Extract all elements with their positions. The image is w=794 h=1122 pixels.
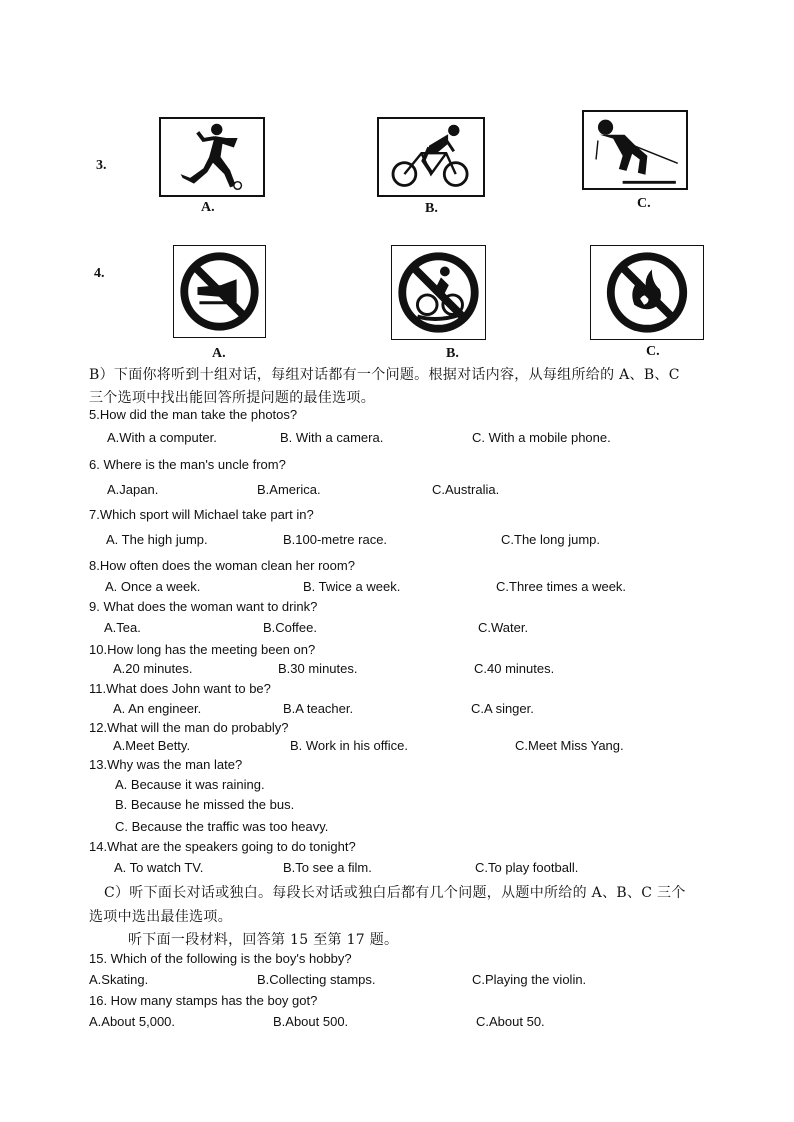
question-12: 12.What will the man do probably?: [89, 720, 289, 735]
material-note: 听下面一段材料，回答第 15 至第 17 题。: [128, 932, 399, 948]
q16-option-a: A.About 5,000.: [89, 1014, 176, 1029]
question-5: 5.How did the man take the photos?: [89, 407, 298, 422]
q11-option-a: A. An engineer.: [113, 701, 202, 716]
question-13: 13.Why was the man late?: [89, 757, 243, 772]
question-3-number: 3.: [96, 158, 107, 173]
question-16: 16. How many stamps has the boy got?: [89, 993, 318, 1008]
q7-option-a: A. The high jump.: [106, 532, 208, 547]
skier-icon: [582, 110, 688, 190]
no-fire-icon: [590, 245, 704, 340]
question-10: 10.How long has the meeting been on?: [89, 642, 316, 657]
q10-option-c: C.40 minutes.: [474, 661, 555, 676]
q6-option-b: B.America.: [257, 482, 321, 497]
q10-option-b: B.30 minutes.: [278, 661, 358, 676]
q15-option-c: C.Playing the violin.: [472, 972, 587, 987]
q7-option-b: B.100-metre race.: [283, 532, 388, 547]
q13-option-b: B. Because he missed the bus.: [115, 797, 295, 812]
question-4-number: 4.: [94, 266, 105, 281]
q6-option-c: C.Australia.: [432, 482, 500, 497]
q4-option-c-label: C.: [646, 344, 660, 359]
section-b-instructions-line1: B）下面你将听到十组对话，每组对话都有一个问题。根据对话内容，从每组所给的 A、B、C: [89, 367, 680, 383]
q14-option-a: A. To watch TV.: [114, 860, 204, 875]
question-11: 11.What does John want to be?: [89, 681, 271, 696]
q9-option-b: B.Coffee.: [263, 620, 317, 635]
section-c-instructions-line1: C）听下面长对话或独白。每段长对话或独白后都有几个问题，从题中所给的 A、B、C 三个: [104, 885, 686, 901]
q11-option-c: C.A singer.: [471, 701, 534, 716]
runner-icon: [159, 117, 265, 197]
question-6: 6. Where is the man's uncle from?: [89, 457, 286, 472]
q12-option-a: A.Meet Betty.: [113, 738, 191, 753]
q16-option-b: B.About 500.: [273, 1014, 349, 1029]
question-7: 7.Which sport will Michael take part in?: [89, 507, 314, 522]
q3-option-a-label: A.: [201, 200, 215, 215]
q14-option-b: B.To see a film.: [283, 860, 372, 875]
no-cycling-icon: [391, 245, 486, 340]
q7-option-c: C.The long jump.: [501, 532, 600, 547]
q10-option-a: A.20 minutes.: [113, 661, 193, 676]
section-b-instructions-line2: 三个选项中找出能回答所提问题的最佳选项。: [89, 390, 375, 406]
q14-option-c: C.To play football.: [475, 860, 579, 875]
q8-option-b: B. Twice a week.: [303, 579, 401, 594]
q3-option-c-label: C.: [637, 196, 651, 211]
q11-option-b: B.A teacher.: [283, 701, 354, 716]
q16-option-c: C.About 50.: [476, 1014, 545, 1029]
q13-option-a: A. Because it was raining.: [115, 777, 265, 792]
q12-option-c: C.Meet Miss Yang.: [515, 738, 624, 753]
q4-option-b-label: B.: [446, 346, 459, 361]
q13-option-c: C. Because the traffic was too heavy.: [115, 819, 329, 834]
q5-option-b: B. With a camera.: [280, 430, 384, 445]
q8-option-c: C.Three times a week.: [496, 579, 627, 594]
q9-option-a: A.Tea.: [104, 620, 141, 635]
cyclist-icon: [377, 117, 485, 197]
q4-option-a-label: A.: [212, 346, 226, 361]
q15-option-b: B.Collecting stamps.: [257, 972, 376, 987]
no-horn-icon: [173, 245, 266, 338]
section-c-instructions-line2: 选项中选出最佳选项。: [89, 909, 232, 925]
question-14: 14.What are the speakers going to do tonight?: [89, 839, 356, 854]
q3-option-b-label: B.: [425, 201, 438, 216]
question-15: 15. Which of the following is the boy's hobby?: [89, 951, 352, 966]
q12-option-b: B. Work in his office.: [290, 738, 409, 753]
question-8: 8.How often does the woman clean her room?: [89, 558, 355, 573]
q9-option-c: C.Water.: [478, 620, 529, 635]
question-9: 9. What does the woman want to drink?: [89, 599, 318, 614]
q5-option-a: A.With a computer.: [107, 430, 217, 445]
q8-option-a: A. Once a week.: [105, 579, 201, 594]
q6-option-a: A.Japan.: [107, 482, 159, 497]
q5-option-c: C. With a mobile phone.: [472, 430, 611, 445]
q15-option-a: A.Skating.: [89, 972, 149, 987]
